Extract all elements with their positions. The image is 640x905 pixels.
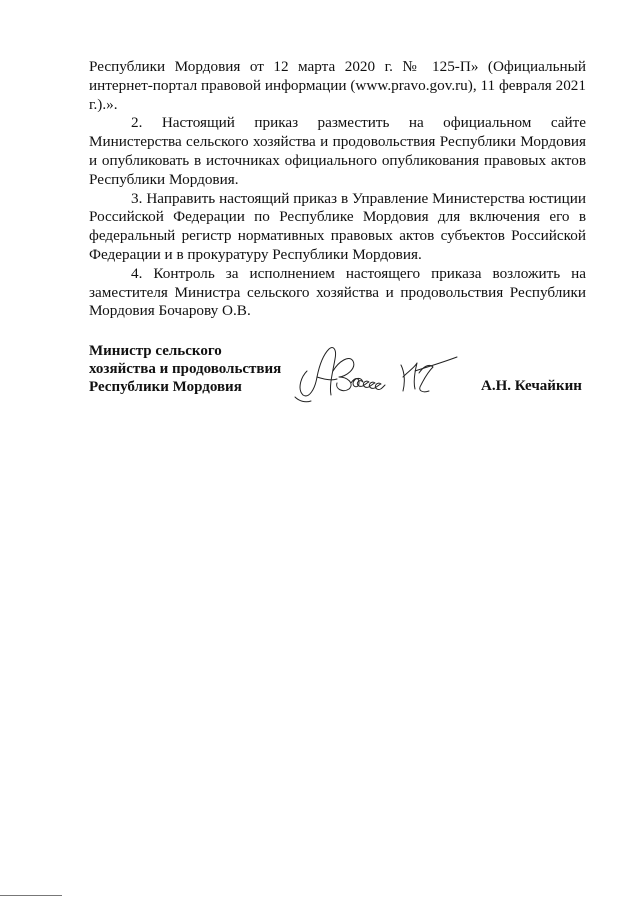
paragraph-item-4: 4. Контроль за исполнением настоящего приказа возложить на заместителя Министра сельского хозяйства и продовольствия Республики Мордовия Бочарову О.В.: [89, 264, 586, 320]
paragraph-item-3: 3. Направить настоящий приказ в Управление Министерства юстиции Российской Федерации по Республике Мордовия для включения его в федеральный регистр нормативных правовых актов субъектов Российской Федерации и в прокуратуру Республики Мордовия.: [89, 189, 586, 263]
scan-edge-line: [0, 895, 62, 896]
signatory-position-line: Республики Мордовия: [89, 379, 242, 395]
signatory-position-line: хозяйства и продовольствия: [89, 361, 282, 377]
document-body: [89, 58, 586, 321]
signatory-position: [89, 342, 289, 396]
signatory-position-line: Министр сельского: [89, 343, 222, 359]
paragraph-item-2: 2. Настоящий приказ разместить на официальном сайте Министерства сельского хозяйства и продовольствия Республики Мордовия и опубликовать в источниках официального опубликования правовых актов Республики Мордовия.: [89, 114, 586, 188]
paragraph-continuation: Республики Мордовия от 12 марта 2020 г. № 125-П» (Официальный интернет-портал правовой информации (www.pravo.gov.ru), 11 февраля 2021 г.).».: [89, 58, 586, 113]
signatory-name: А.Н. Кечайкин: [481, 378, 582, 394]
handwritten-signature: [293, 337, 463, 407]
